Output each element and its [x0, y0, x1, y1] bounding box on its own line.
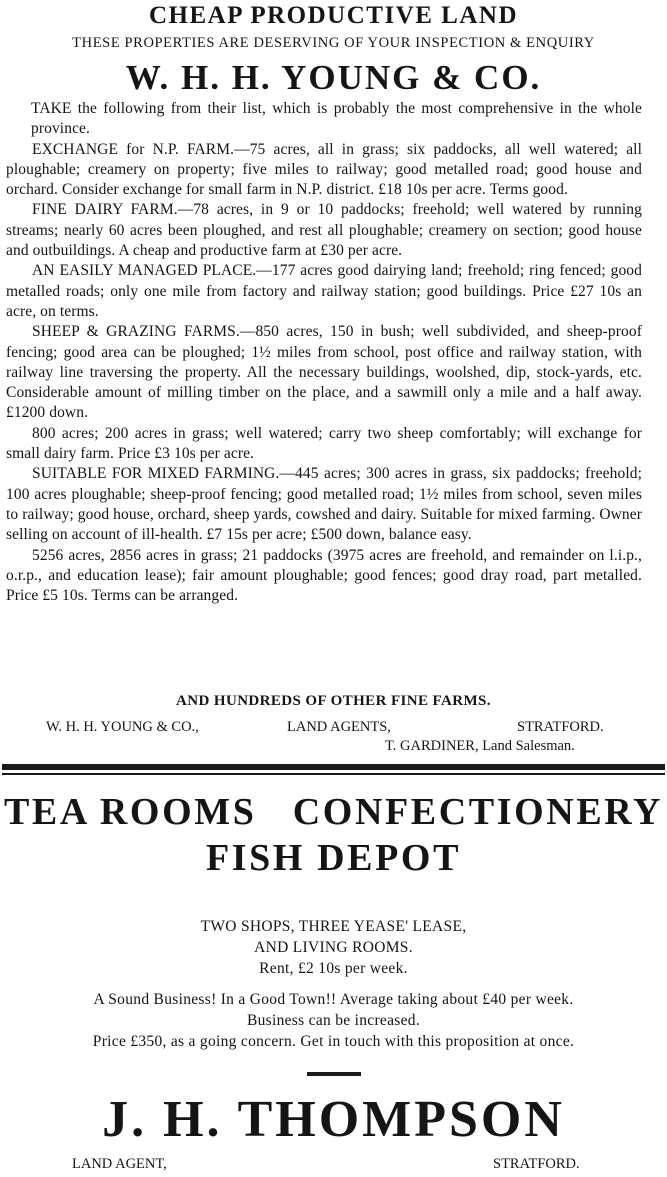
- listings-body: [6, 99, 642, 606]
- detail-line: TWO SHOPS, THREE YEASE' LEASE,: [200, 918, 467, 935]
- detail-line: AND LIVING ROOMS.: [254, 939, 413, 956]
- ad-headline: CHEAP PRODUCTIVE LAND: [148, 2, 519, 29]
- listing-item: 800 acres; 200 acres in grass; well watered; carry two sheep comfortably; will exchange for small dairy farm. Price £3 10s per acre.: [6, 424, 642, 463]
- agent-name: J. H. THOMPSON: [102, 1091, 565, 1148]
- listing-item: SHEEP & GRAZING FARMS.—850 acres, 150 in bush; well subdivided, and sheep-proof fencing; good area can be ploughed; 1½ miles from school, post office and railway station, with railway line traversing the property. All the necessary buildings, woolshed, dip, stock-yards, etc. Considerable amount of milling timber on the place, and a sawmill only a mile and a half away. £1200 down.: [6, 323, 642, 422]
- listing-item: FINE DAIRY FARM.—78 acres, in 9 or 10 paddocks; freehold; well watered by running streams; nearly 60 acres been ploughed, and rest all ploughable; creamery on section; good house and outbuildings. A cheap and productive farm at £30 per acre.: [6, 201, 642, 260]
- short-divider: [307, 1072, 361, 1076]
- ad2-heading-line1: [0, 790, 667, 834]
- divider-thick: [2, 764, 665, 770]
- firm-name: W. H. H. YOUNG & CO.: [125, 58, 542, 97]
- listing-intro: TAKE the following from their list, which is probably the most comprehensive in the whole province.: [31, 100, 642, 138]
- pitch-line: Business can be increased.: [246, 1012, 421, 1029]
- ad2-heading-line2: FISH DEPOT: [205, 837, 462, 879]
- divider-thin: [2, 773, 665, 775]
- ad2-heading-text: TEA ROOMS CONFECTIONERY: [3, 791, 664, 833]
- detail-line: Rent, £2 10s per week.: [259, 960, 408, 977]
- closing-line: AND HUNDREDS OF OTHER FINE FARMS.: [176, 693, 491, 709]
- agent-role: LAND AGENT,: [72, 1156, 167, 1172]
- listing-item: 5256 acres, 2856 acres in grass; 21 paddocks (3975 acres are freehold, and remainder on l.i.p., o.r.p., and education lease); fair amount ploughable; good fences; good dray road, part metalled. Price £5 10s. Terms can be arranged.: [6, 546, 642, 605]
- listing-item: EXCHANGE for N.P. FARM.—75 acres, all in grass; six paddocks, all well watered; all ploughable; creamery on property; five miles to railway; good metalled road; good house and orchard. Consider exchange for small farm in N.P. district. £18 10s per acre. Terms good.: [6, 140, 642, 199]
- ad-subheadline: THESE PROPERTIES ARE DESERVING OF YOUR INSPECTION & ENQUIRY: [72, 35, 595, 51]
- footer-firm: W. H. H. YOUNG & CO.,: [46, 719, 199, 735]
- footer-role: LAND AGENTS,: [287, 719, 391, 735]
- footer-town: STRATFORD.: [517, 719, 604, 735]
- pitch-line: Price £350, as a going concern. Get in touch with this proposition at once.: [92, 1033, 575, 1050]
- listing-item: AN EASILY MANAGED PLACE.—177 acres good dairying land; freehold; ring fenced; good metalled roads; only one mile from factory and railway station; good buildings. Price £27 10s an acre, on terms.: [6, 262, 642, 320]
- salesman-credit: T. GARDINER, Land Salesman.: [385, 738, 575, 754]
- listing-item: SUITABLE FOR MIXED FARMING.—445 acres; 300 acres in grass, six paddocks; freehold; 100 acres ploughable; sheep-proof fencing; good metalled road; 1½ miles from school, seven miles to railway; good house, orchard, sheep yards, cowshed and dairy. Suitable for mixed farming. Owner selling on account of ill-health. £7 15s per acre; £500 down, balance easy.: [6, 465, 642, 544]
- agent-town: STRATFORD.: [493, 1156, 580, 1172]
- pitch-line: A Sound Business! In a Good Town!! Average taking about £40 per week.: [93, 991, 574, 1008]
